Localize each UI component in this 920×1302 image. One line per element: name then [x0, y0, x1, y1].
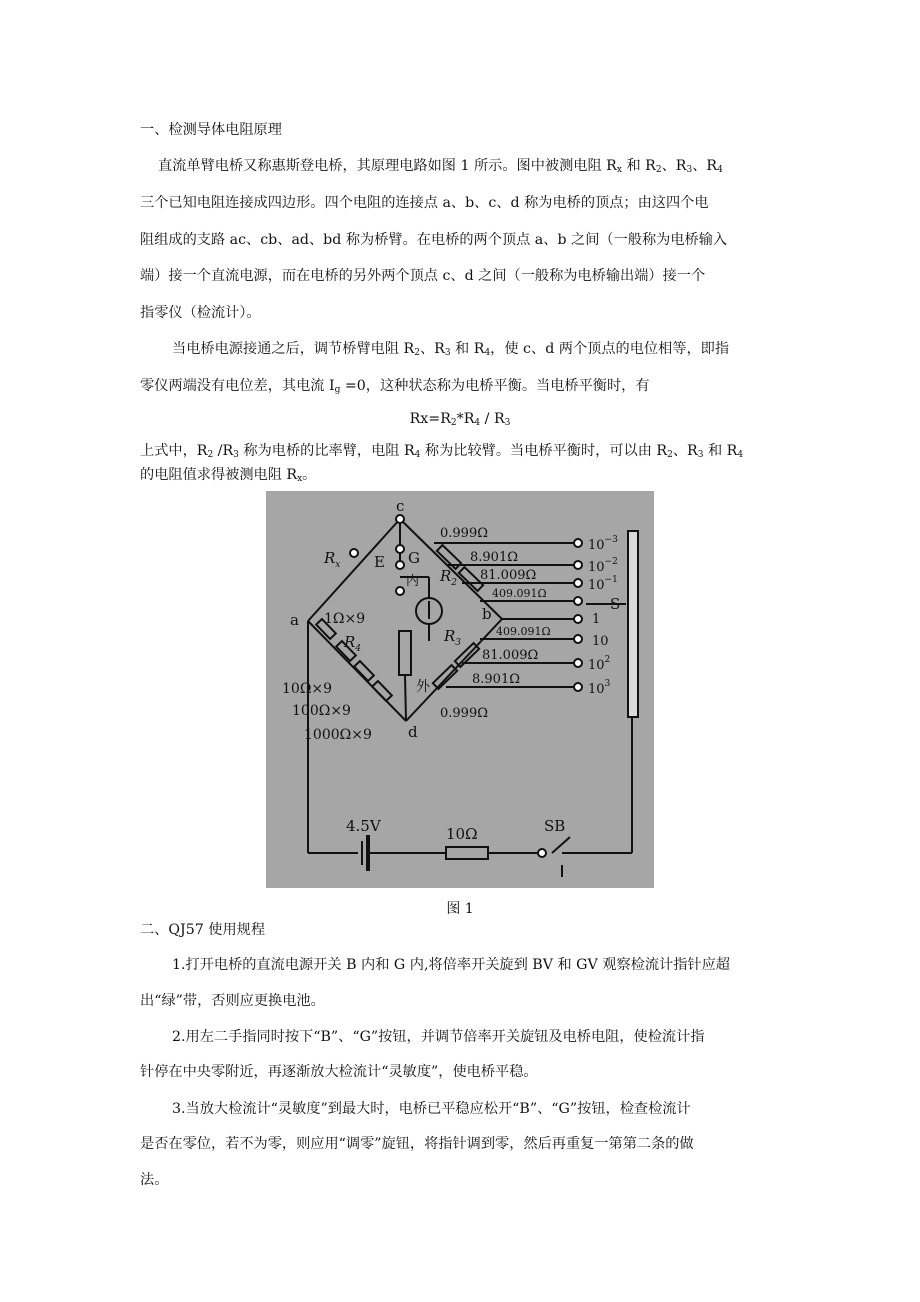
res-label-3: 81.009Ω: [480, 568, 537, 583]
step1-line1: 1.打开电桥的直流电源开关 B 内和 G 内,将倍率开关旋到 BV 和 GV 观察检流计指针应超: [172, 957, 730, 973]
p1-line5: 指零仪（检流计）。: [140, 305, 261, 321]
label-b: b: [482, 605, 492, 623]
label-R3: $R_3$: [444, 627, 462, 648]
label-G: G: [408, 549, 420, 567]
step3-line3: 法。: [140, 1172, 169, 1188]
label-E: E: [374, 553, 385, 571]
mult-1: $10^{-3}$: [588, 535, 618, 553]
mult-4: 1: [592, 612, 601, 627]
p3-line2: 的电阻值求得被测电阻 $R_x$。: [140, 467, 317, 484]
mult-6: $10^2$: [588, 655, 611, 673]
p1-line4: 端）接一个直流电源，而在电桥的另外两个顶点 c、d 之间（一般称为电桥输出端）接一个: [140, 268, 706, 284]
decade-4: 1000Ω×9: [304, 727, 372, 743]
switch-label: SB: [544, 817, 566, 835]
res-label-2: 8.901Ω: [470, 550, 518, 565]
decade-2: 10Ω×9: [282, 681, 333, 697]
res-label-6: 81.009Ω: [482, 648, 539, 663]
label-outer: 外: [416, 679, 430, 695]
decade-1: 1Ω×9: [324, 611, 366, 627]
label-S: S: [610, 595, 621, 613]
battery-label: 4.5V: [346, 817, 381, 835]
decade-3: 100Ω×9: [292, 703, 351, 719]
label-c: c: [396, 497, 405, 515]
formula: $Rx=R_2*R_4 / R_3$: [409, 411, 511, 428]
step2-line2: 针停在中央零附近，再逐渐放大检流计“灵敏度”，使电桥平稳。: [140, 1064, 538, 1080]
step3-line1: 3.当放大检流计“灵敏度”到最大时，电桥已平稳应松开“B”、“G”按钮，检查检流计: [172, 1101, 691, 1117]
res-label-7: 8.901Ω: [472, 672, 520, 687]
res-label-4: 409.091Ω: [492, 587, 547, 600]
section2-heading: 二、QJ57 使用规程: [140, 922, 266, 938]
res-label-5: 409.091Ω: [496, 625, 551, 638]
mult-7: $10^3$: [588, 679, 611, 697]
res-label-1: 0.999Ω: [440, 526, 488, 541]
label-a: a: [290, 611, 299, 629]
figure-caption: 图 1: [446, 901, 474, 917]
p1-line1: 直流单臂电桥又称惠斯登电桥，其原理电路如图 1 所示。图中被测电阻 $R_x$ 和 $R_2$、$R_3$、$R_4$: [158, 158, 723, 175]
p2-line1: 当电桥电源接通之后，调节桥臂电阻 $R_2$、$R_3$ 和 $R_4$，使 c、d 两个顶点的电位相等，即指: [172, 341, 730, 358]
label-R2: $R_2$: [440, 567, 458, 588]
label-R4: $R_4$: [344, 633, 362, 654]
step2-line1: 2.用左二手指同时按下“B”、“G”按钮，并调节倍率开关旋钮及电桥电阻，使检流计指: [172, 1029, 705, 1045]
step1-line2: 出“绿”带，否则应更换电池。: [140, 993, 325, 1009]
mult-5: 10: [592, 634, 609, 649]
label-Rx: $R_x$: [324, 549, 341, 570]
mult-3: $10^{-1}$: [588, 575, 618, 593]
p2-line2: 零仪两端没有电位差，其电流 $I_g =0$，这种状态称为电桥平衡。当电桥平衡时，有: [140, 378, 650, 395]
bridge-circuit-figure: [266, 491, 654, 888]
mult-2: $10^{-2}$: [588, 557, 618, 575]
p3-line1: 上式中，$R_2$ $/R_3$ 称为电桥的比率臂，电阻 $R_4$ 称为比较臂。当电桥平衡时，可以由 $R_2$、$R_3$ 和 $R_4$: [140, 443, 744, 460]
p1-line3: 阻组成的支路 ac、cb、ad、bd 称为桥臂。在电桥的两个顶点 a、b 之间（一般称为电桥输入: [140, 232, 728, 248]
label-inner: 内: [406, 574, 420, 589]
step3-line2: 是否在零位，若不为零，则应用“调零”旋钮，将指针调到零，然后再重复一第第二条的做: [140, 1136, 694, 1152]
section1-heading: 一、检测导体电阻原理: [140, 122, 282, 138]
res-label-8: 0.999Ω: [440, 706, 488, 721]
label-d: d: [408, 723, 418, 741]
resistor-label: 10Ω: [446, 825, 478, 843]
p1-line2: 三个已知电阻连接成四边形。四个电阻的连接点 a、b、c、d 称为电桥的顶点；由这四个电: [140, 195, 709, 211]
